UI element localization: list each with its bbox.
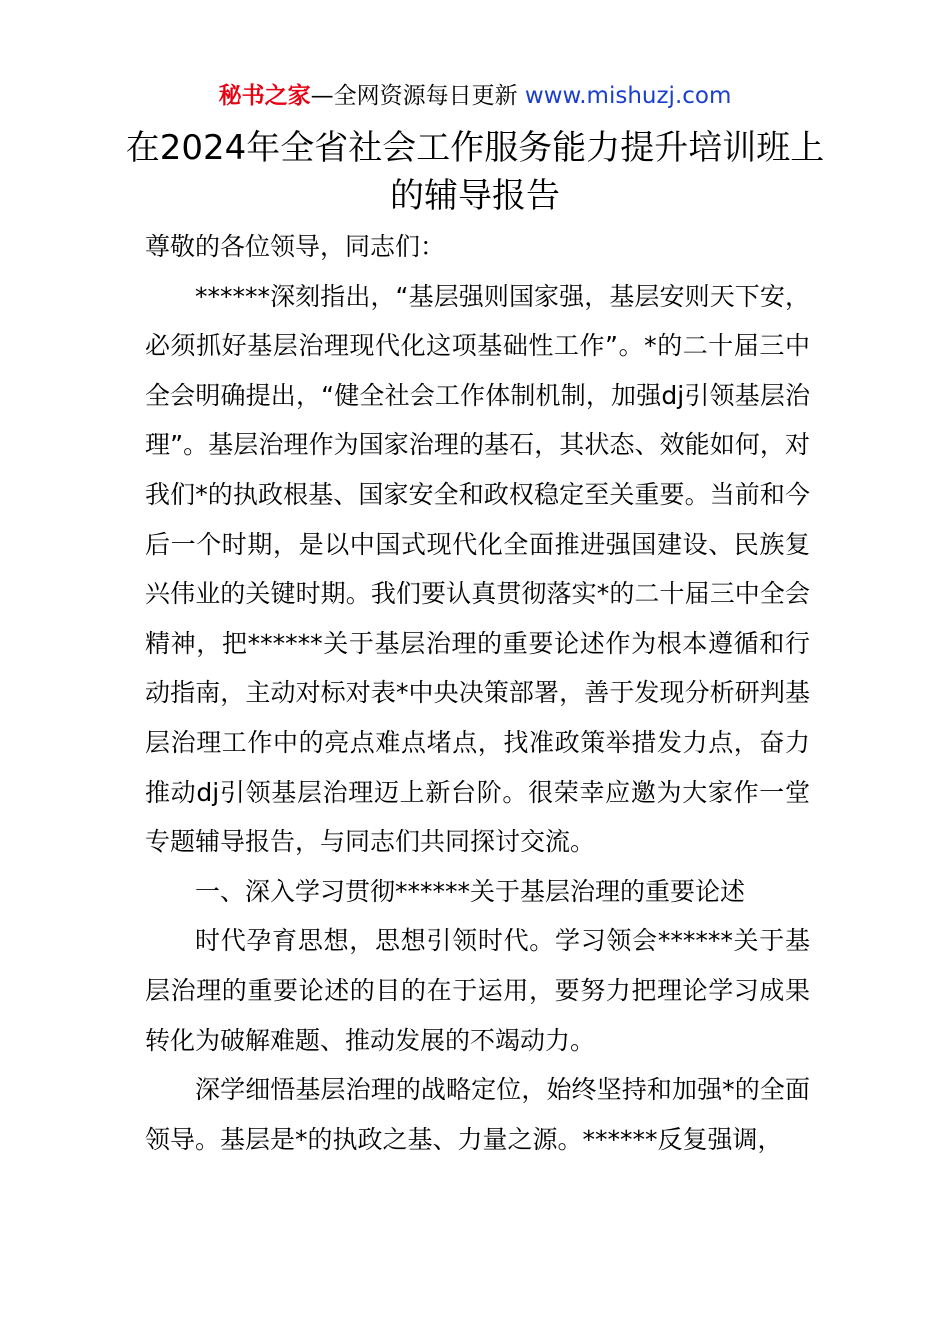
site-brand: 秘书之家 (218, 83, 311, 109)
section-heading-1: 一、深入学习贯彻******关于基层治理的重要论述 (195, 876, 746, 906)
site-header (0, 80, 950, 112)
document-title: 在2024年全省社会工作服务能力提升培训班上的辅导报告 (125, 128, 825, 216)
salutation: 尊敬的各位领导，同志们： (145, 232, 446, 261)
body-paragraph: 时代孕育思想，思想引领时代。学习领会******关于基层治理的重要论述的目的在于运用，要努力把理论学习成果转化为破解难题、推动发展的不竭动力。 (145, 926, 810, 1055)
body-paragraph: 深学细悟基层治理的战略定位，始终坚持和加强*的全面领导。基层是*的执政之基、力量之源。******反复强调， (145, 1075, 810, 1154)
body-paragraph-intro: ******深刻指出，“基层强则国家强，基层安则天下安，必须抓好基层治理现代化这项基础性工作”。*的二十届三中全会明确提出，“健全社会工作体制机制，加强dj引领基层治理”。基层治理作为国家治理的基石，其状态、效能如何，对我们*的执政根基、国家安全和政权稳定至关重要。当前和今后一个时期，是以中国式现代化全面推进强国建设、民族复兴伟业的关键时期。我们要认真贯彻落实*的二十届三中全会精神，把******关于基层治理的重要论述作为根本遵循和行动指南，主动对标对表*中央决策部署，善于发现分析研判基层治理工作中的亮点难点堵点，找准政策举措发力点，奋力推动dj引领基层治理迈上新台阶。很荣幸应邀为大家作一堂专题辅导报告，与同志们共同探讨交流。 (145, 281, 810, 857)
site-url-link[interactable]: www.mishuzj.com (524, 83, 732, 109)
document-body (145, 222, 810, 1164)
site-tagline: —全网资源每日更新 (310, 83, 518, 109)
